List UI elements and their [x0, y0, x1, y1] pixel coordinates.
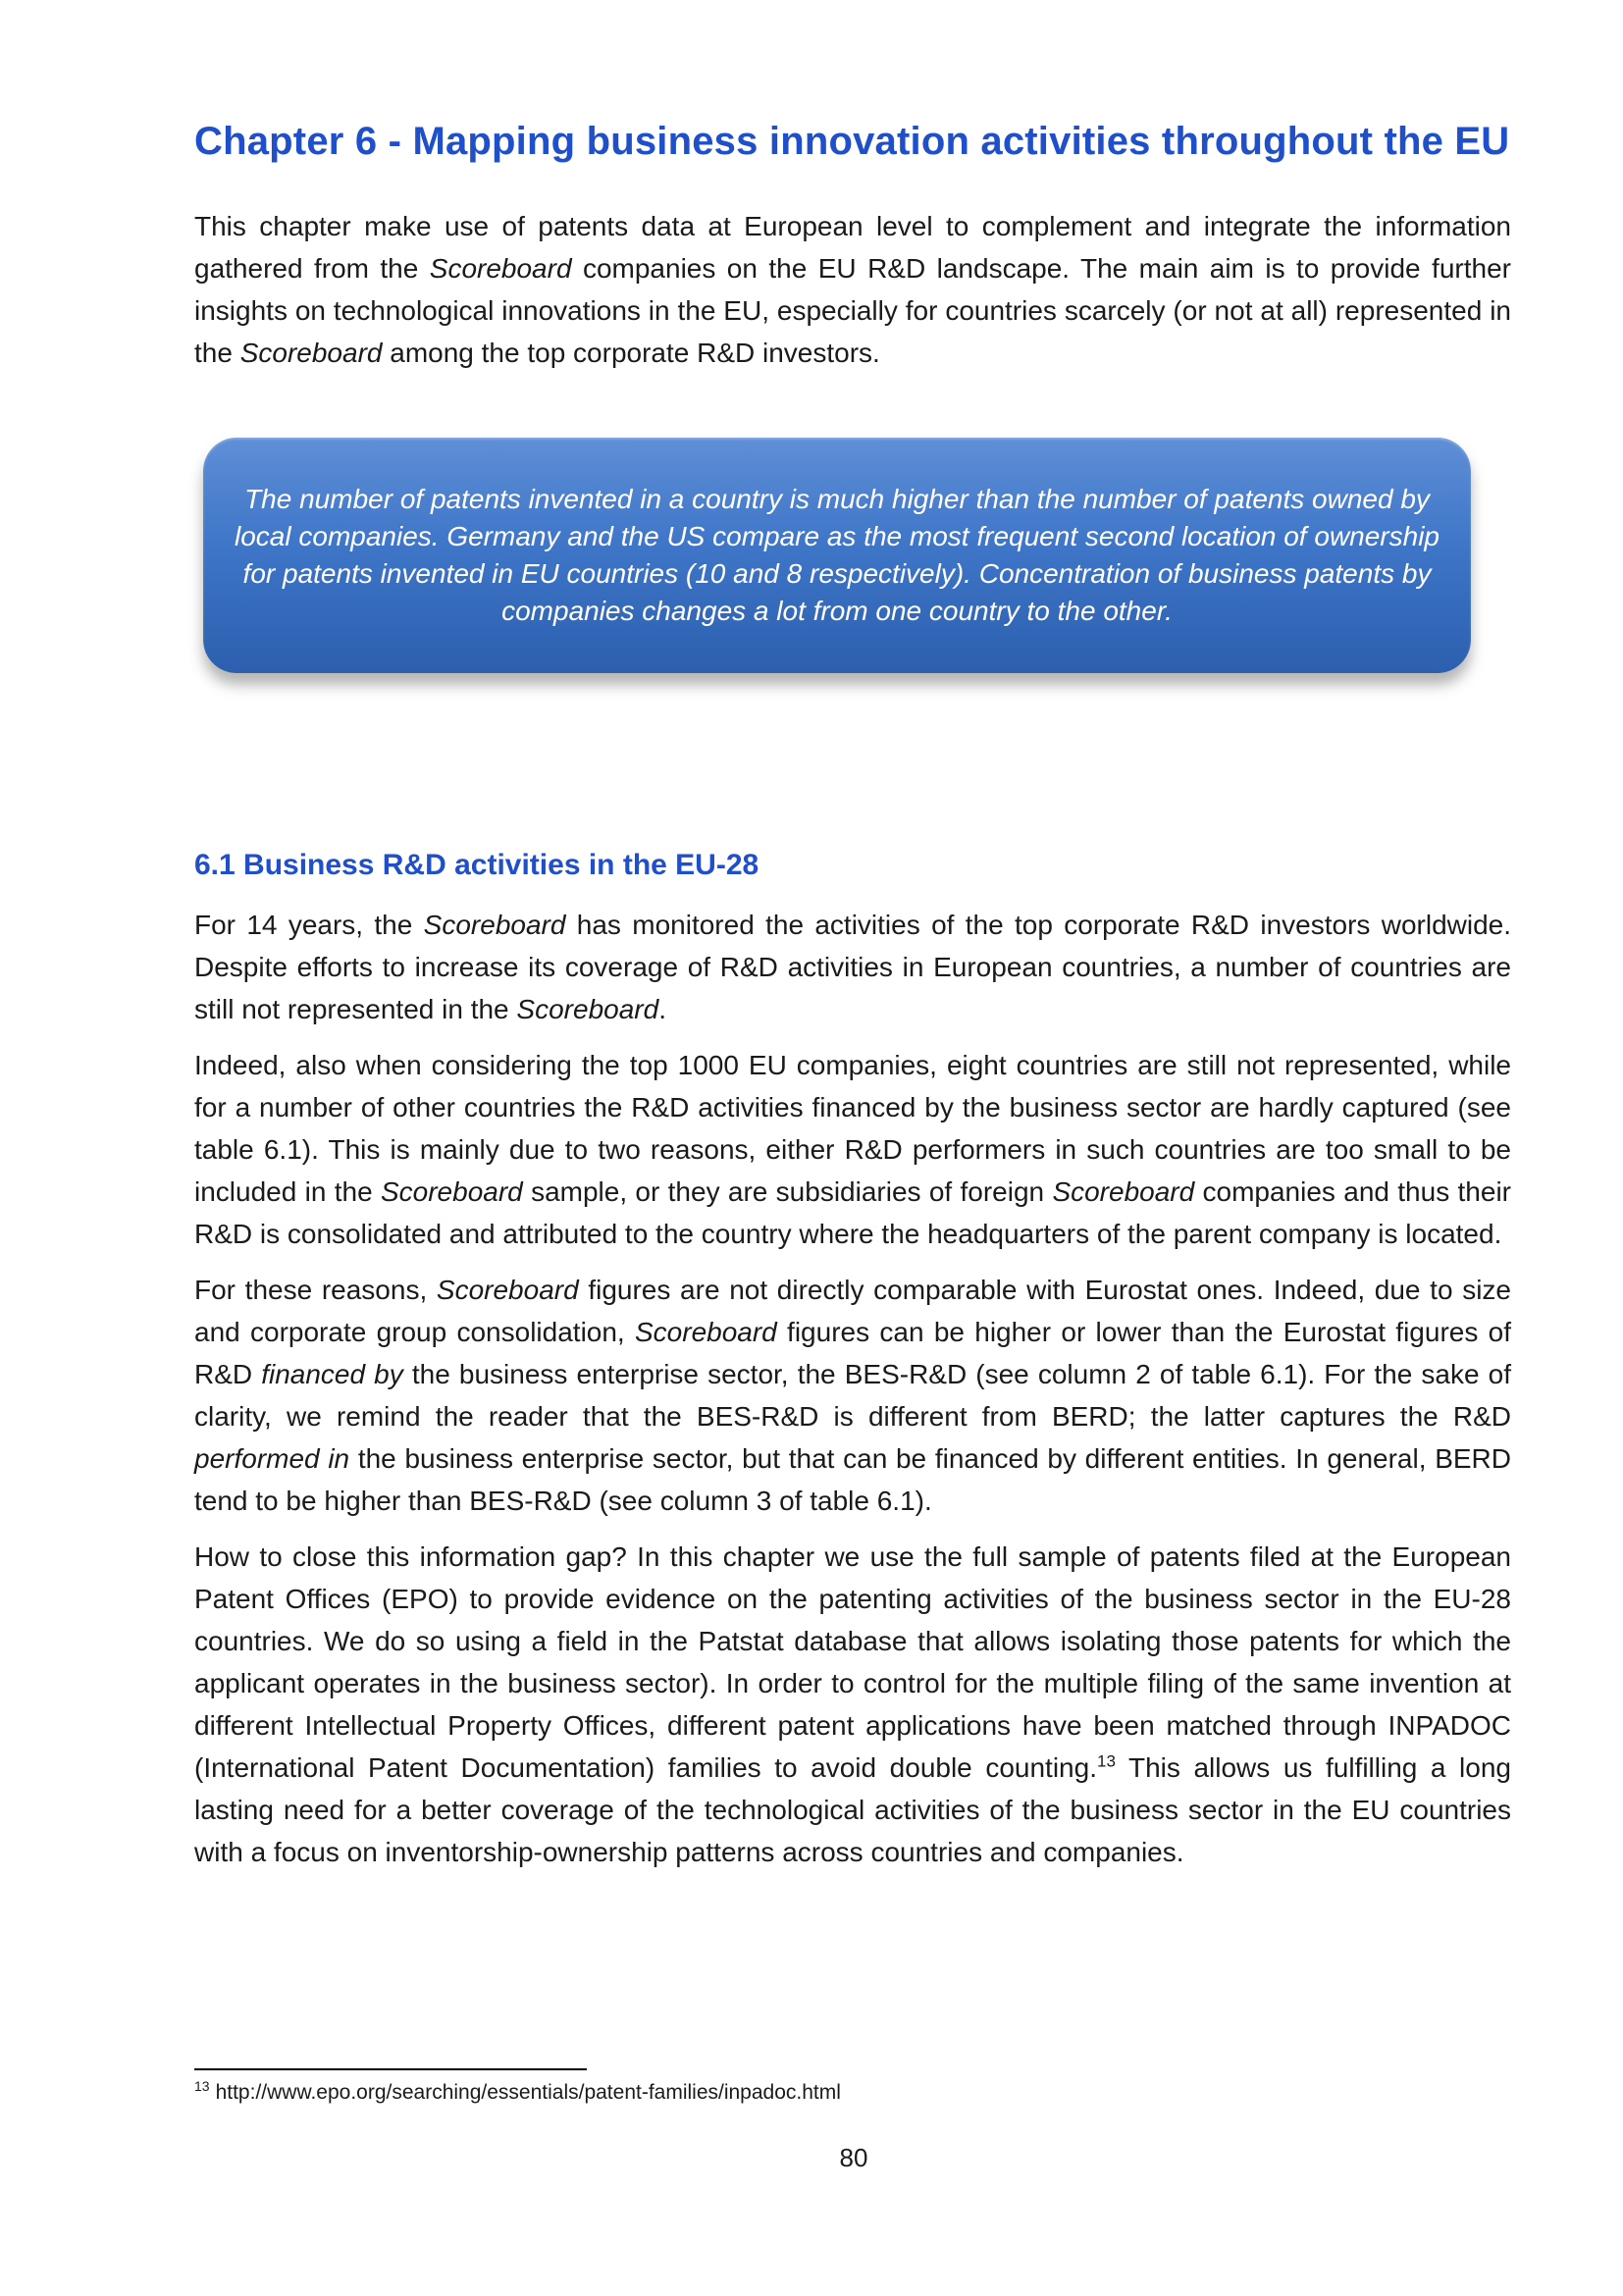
paragraph-text: figures are not directly comparable with Eurostat ones. Indeed, due to size and corporate group consolidation,	[194, 1275, 1511, 1347]
intro-emphasis: Scoreboard	[239, 338, 383, 368]
footnote-number: 13	[194, 2078, 210, 2094]
section-paragraph-2	[194, 1044, 1511, 1255]
paragraph-text: For these reasons,	[194, 1275, 437, 1305]
paragraph-text: figures can be higher or lower than the Eurostat figures of R&D	[194, 1317, 1511, 1389]
paragraph-emphasis: performed in	[194, 1443, 350, 1474]
intro-paragraph	[194, 205, 1511, 374]
paragraph-emphasis: Scoreboard	[436, 1275, 579, 1305]
section-paragraph-3	[194, 1269, 1511, 1522]
paragraph-emphasis: Scoreboard	[423, 910, 566, 940]
paragraph-text: For 14 years, the	[194, 910, 424, 940]
section-body	[194, 904, 1511, 1887]
paragraph-text: How to close this information gap? In this chapter we use the full sample of patents filed at the European Patent Offices (EPO) to provide evidence on the patenting activities of the business sector in the EU-28 countries. We do so using a field in the Patstat database that allows isolating those patents for which the applicant operates in the business sector). In order to control for the multiple filing of the same invention at different Intellectual Property Offices, different patent applications have been matched through INPADOC (International Patent Documentation) families to avoid double counting.	[194, 1541, 1511, 1783]
paragraph-text: the business enterprise sector, but that can be financed by different entities. In general, BERD tend to be higher than BES-R&D (see column 3 of table 6.1).	[194, 1443, 1511, 1516]
chapter-title: Chapter 6 - Mapping business innovation activities throughout the EU	[194, 120, 1510, 163]
paragraph-emphasis: Scoreboard	[380, 1176, 523, 1207]
paragraph-emphasis: Scoreboard	[635, 1317, 777, 1347]
footnote-reference: 13	[1096, 1751, 1116, 1771]
paragraph-text: Indeed, also when considering the top 1000 EU companies, eight countries are still not represented, while for a number of other countries the R&D activities financed by the business sector are hardly captured (see table 6.1). This is mainly due to two reasons, either R&D performers in such countries are too small to be included in the	[194, 1050, 1511, 1207]
section-paragraph-4	[194, 1536, 1511, 1873]
footnote	[194, 2078, 841, 2108]
intro-text: This chapter make use of patents data at European level to complement and integrate the information gathered from the	[194, 211, 1511, 284]
page-number: 80	[839, 2143, 868, 2172]
paragraph-text: .	[658, 994, 666, 1024]
paragraph-emphasis: financed by	[261, 1359, 403, 1389]
footnote-divider	[194, 2068, 587, 2070]
paragraph-text: This allows us fulfilling a long lasting need for a better coverage of the technological activities of the business sector in the EU countries with a focus on inventorship-ownership patterns across countries and companies.	[194, 1752, 1511, 1867]
footnote-link: http://www.epo.org/searching/essentials/patent-families/inpadoc.html	[215, 2081, 841, 2104]
paragraph-emphasis: Scoreboard	[516, 994, 659, 1024]
paragraph-text: the business enterprise sector, the BES-R&D (see column 2 of table 6.1). For the sake of clarity, we remind the reader that the BES-R&D is different from BERD; the latter captures the R&D	[194, 1359, 1511, 1432]
section-paragraph-1	[194, 904, 1511, 1030]
paragraph-text: has monitored the activities of the top corporate R&D investors worldwide. Despite efforts to increase its coverage of R&D activities in European countries, a number of countries are still not represented in the	[194, 910, 1512, 1024]
paragraph-text: sample, or they are subsidiaries of foreign	[522, 1176, 1053, 1207]
callout-text: The number of patents invented in a country is much higher than the number of patents owned by local companies. Germany and the US compare as the most frequent second location of ownership for patents invented in EU countries (10 and 8 respectively). Concentration of business patents by companies changes a lot from one country to the other.	[235, 484, 1440, 626]
key-findings-callout	[203, 438, 1471, 673]
intro-text: among the top corporate R&D investors.	[382, 338, 880, 368]
section-title: 6.1 Business R&D activities in the EU-28	[194, 849, 759, 881]
paragraph-emphasis: Scoreboard	[1052, 1176, 1195, 1207]
intro-emphasis: Scoreboard	[429, 253, 572, 284]
paragraph-text: companies and thus their R&D is consolidated and attributed to the country where the headquarters of the parent company is located.	[194, 1176, 1511, 1249]
intro-text: companies on the EU R&D landscape. The main aim is to provide further insights on technological innovations in the EU, especially for countries scarcely (or not at all) represented in the	[194, 253, 1511, 368]
